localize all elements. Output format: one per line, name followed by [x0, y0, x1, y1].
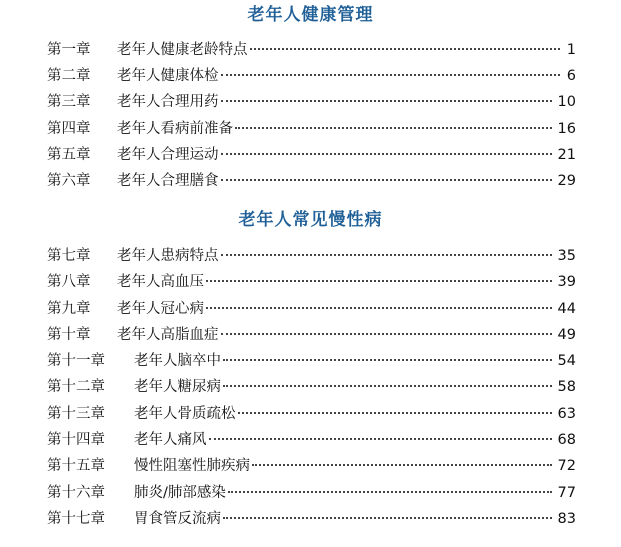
- toc-chapter-title: 老年人脑卒中: [134, 353, 221, 370]
- toc-chapter-number: 第五章: [47, 146, 91, 163]
- toc-chapter-number: 第十三章: [47, 405, 105, 422]
- toc-page-number: 16: [557, 120, 576, 137]
- toc-dot-leader: [221, 333, 552, 335]
- toc-chapter-number: 第八章: [47, 274, 91, 291]
- toc-dot-leader: [223, 359, 552, 361]
- toc-dot-leader: [206, 307, 552, 309]
- toc-page-number: 1: [566, 42, 576, 58]
- toc-chapter-title: 老年人看病前准备: [117, 120, 233, 137]
- toc-entry[interactable]: [47, 142, 576, 168]
- toc-dot-leader: [221, 100, 552, 102]
- toc-page-number: 63: [557, 405, 576, 422]
- toc-entry[interactable]: [47, 453, 576, 479]
- toc-entry[interactable]: [47, 322, 576, 348]
- toc-entry[interactable]: [47, 348, 576, 374]
- toc-dot-leader: [235, 127, 552, 129]
- toc-chapter-number: 第十一章: [47, 353, 105, 370]
- toc-entry[interactable]: [47, 168, 576, 194]
- toc-entry[interactable]: [47, 374, 576, 400]
- toc-chapter-title: 老年人合理膳食: [117, 172, 219, 189]
- toc-chapter-title: 老年人高脂血症: [117, 326, 219, 343]
- toc-page-number: 10: [557, 94, 576, 111]
- toc-chapter-title: 老年人健康体检: [117, 68, 219, 85]
- toc-chapter-number: 第十四章: [47, 432, 105, 449]
- toc-dot-leader: [206, 280, 552, 282]
- toc-list-chronic-diseases: [47, 243, 576, 532]
- toc-entry[interactable]: [47, 63, 576, 89]
- toc-chapter-title: 老年人合理运动: [117, 146, 219, 163]
- toc-chapter-title: 老年人患病特点: [117, 248, 219, 264]
- toc-chapter-number: 第七章: [47, 248, 91, 264]
- toc-entry[interactable]: [47, 89, 576, 115]
- toc-entry[interactable]: [47, 506, 576, 532]
- toc-entry[interactable]: [47, 480, 576, 506]
- toc-list-health-management: [47, 37, 576, 194]
- toc-chapter-title: 老年人糖尿病: [134, 379, 221, 396]
- toc-page-number: 35: [557, 248, 576, 264]
- toc-entry[interactable]: [47, 269, 576, 295]
- toc-chapter-number: 第一章: [47, 42, 91, 58]
- toc-dot-leader: [238, 412, 552, 414]
- toc-page-number: 6: [566, 68, 576, 85]
- toc-chapter-number: 第三章: [47, 94, 91, 111]
- section-title-health-management: 老年人健康管理: [247, 5, 374, 25]
- toc-dot-leader: [221, 153, 552, 155]
- toc-chapter-title: 胃食管反流病: [134, 510, 221, 527]
- section-title-chronic-diseases: 老年人常见慢性病: [238, 210, 383, 230]
- toc-page-number: 29: [557, 172, 576, 189]
- toc-chapter-number: 第二章: [47, 68, 91, 85]
- toc-page-number: 44: [557, 300, 576, 317]
- toc-chapter-title: 老年人合理用药: [117, 94, 219, 111]
- toc-entry[interactable]: [47, 37, 576, 63]
- toc-chapter-number: 第六章: [47, 172, 91, 189]
- toc-chapter-title: 老年人骨质疏松: [134, 405, 236, 422]
- toc-dot-leader: [228, 491, 552, 493]
- toc-chapter-number: 第十五章: [47, 458, 105, 475]
- toc-chapter-number: 第十七章: [47, 510, 105, 527]
- toc-page-number: 21: [557, 146, 576, 163]
- toc-chapter-title: 老年人痛风: [134, 432, 207, 449]
- toc-dot-leader: [250, 48, 561, 50]
- toc-chapter-number: 第九章: [47, 300, 91, 317]
- toc-chapter-title: 老年人冠心病: [117, 300, 204, 317]
- toc-dot-leader: [209, 438, 552, 440]
- toc-entry[interactable]: [47, 427, 576, 453]
- toc-page-number: 54: [557, 353, 576, 370]
- toc-dot-leader: [221, 254, 552, 256]
- toc-chapter-title: 老年人高血压: [117, 274, 204, 291]
- toc-dot-leader: [221, 74, 561, 76]
- toc-entry[interactable]: [47, 296, 576, 322]
- toc-chapter-title: 慢性阻塞性肺疾病: [134, 458, 250, 475]
- toc-chapter-number: 第四章: [47, 120, 91, 137]
- toc-page-number: 77: [557, 484, 576, 501]
- toc-page-number: 49: [557, 326, 576, 343]
- toc-page-number: 72: [557, 458, 576, 475]
- toc-page-number: 58: [557, 379, 576, 396]
- toc-chapter-number: 第十六章: [47, 484, 105, 501]
- toc-page-number: 68: [557, 432, 576, 449]
- toc-page-number: 39: [557, 274, 576, 291]
- toc-dot-leader: [252, 464, 552, 466]
- toc-dot-leader: [223, 517, 552, 519]
- toc-entry[interactable]: [47, 401, 576, 427]
- toc-entry[interactable]: [47, 243, 576, 269]
- toc-entry[interactable]: [47, 116, 576, 142]
- toc-chapter-number: 第十章: [47, 326, 91, 343]
- toc-dot-leader: [223, 385, 552, 387]
- toc-chapter-title: 老年人健康老龄特点: [117, 42, 248, 58]
- toc-chapter-number: 第十二章: [47, 379, 105, 396]
- toc-dot-leader: [221, 179, 552, 181]
- toc-chapter-title: 肺炎/肺部感染: [134, 484, 226, 501]
- toc-page-number: 83: [557, 510, 576, 527]
